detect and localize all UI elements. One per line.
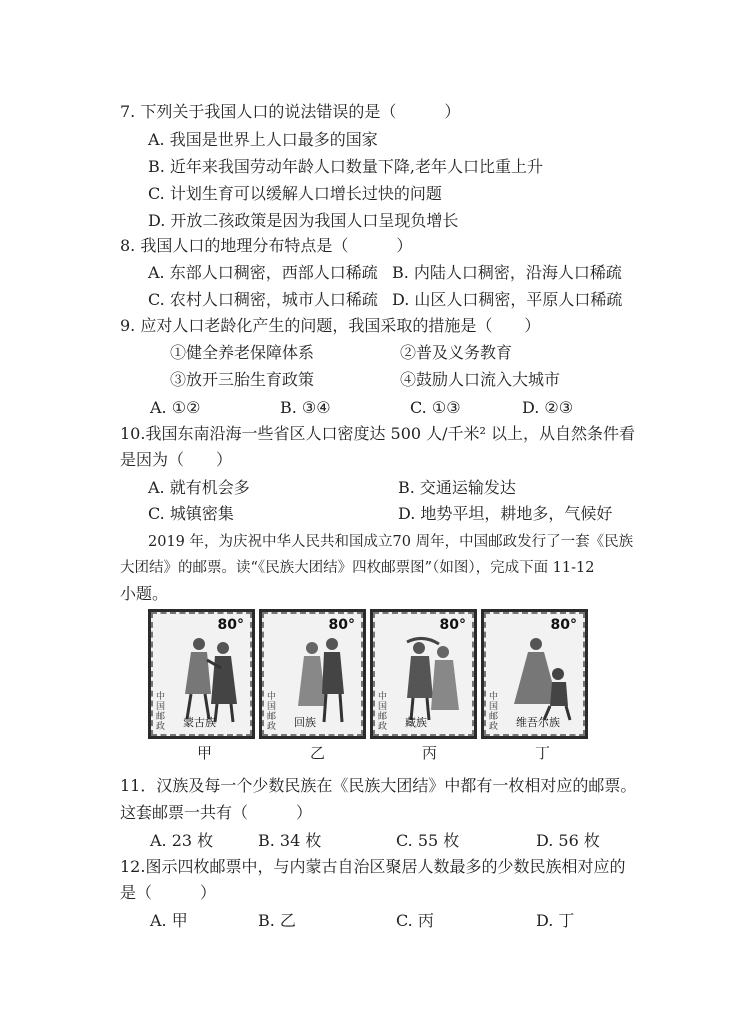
q9-option-b: B. ③④ xyxy=(280,398,331,417)
q8-stem: 8. 我国人口的地理分布特点是（ ） xyxy=(120,236,413,255)
stamp-ethnic-label: 维吾尔族 xyxy=(516,716,560,729)
stamp-caption-ding: 丁 xyxy=(535,744,551,762)
intro-line2: 大团结》的邮票。读“《民族大团结》四枚邮票图”（如图），完成下面 11-12 xyxy=(120,560,595,576)
q12-stem-line2: 是（ ） xyxy=(120,883,217,902)
stamp-denomination: 80° xyxy=(550,617,577,633)
q12-option-c: C. 丙 xyxy=(396,911,434,930)
q11-stem-line2: 这套邮票一共有（ ） xyxy=(120,803,313,822)
q10-option-a: A. 就有机会多 xyxy=(148,478,250,497)
q11-option-c: C. 55 枚 xyxy=(396,831,460,850)
q12-stem-line1: 12.图示四枚邮票中，与内蒙古自治区聚居人数最多的少数民族相对应的 xyxy=(120,857,626,876)
stamp-caption-jia: 甲 xyxy=(197,744,213,762)
stamp-mongol xyxy=(148,609,255,739)
stamp-denomination: 80° xyxy=(439,617,466,633)
q11-stem-line1: 11．汉族及每一个少数民族在《民族大团结》中都有一枚相对应的邮票。 xyxy=(120,776,637,795)
stamp-caption-bing: 丙 xyxy=(422,744,438,762)
q12-option-d: D. 丁 xyxy=(536,911,575,930)
stamp-ethnic-label: 蒙古族 xyxy=(183,716,216,729)
q12-option-a: A. 甲 xyxy=(150,911,188,930)
dancers-illustration-icon xyxy=(403,634,463,724)
intro-line1: 2019 年，为庆祝中华人民共和国成立70 周年，中国邮政发行了一套《民族 xyxy=(148,534,634,550)
dancers-illustration-icon xyxy=(181,634,241,724)
stamp-country: 中国邮政 xyxy=(156,692,166,732)
q9-stem: 9. 应对人口老龄化产生的问题，我国采取的措施是（ ） xyxy=(120,316,541,335)
q9-option-c: C. ①③ xyxy=(410,398,461,417)
stamp-country: 中国邮政 xyxy=(378,692,388,732)
q9-item-4: ④鼓励人口流入大城市 xyxy=(400,370,561,389)
stamp-denomination: 80° xyxy=(217,617,244,633)
q11-option-d: D. 56 枚 xyxy=(536,831,600,850)
q9-item-3: ③放开三胎生育政策 xyxy=(170,370,315,389)
q7-option-c: C. 计划生育可以缓解人口增长过快的问题 xyxy=(148,184,442,203)
stamp-ethnic-label: 藏族 xyxy=(405,716,427,729)
stamp-tibetan xyxy=(370,609,477,739)
dancers-illustration-icon xyxy=(292,634,352,724)
q8-option-d: D. 山区人口稠密，平原人口稀疏 xyxy=(392,290,623,309)
q10-option-d: D. 地势平坦，耕地多，气候好 xyxy=(398,504,613,523)
stamp-country: 中国邮政 xyxy=(267,692,277,732)
q8-option-c: C. 农村人口稠密，城市人口稀疏 xyxy=(148,290,378,309)
q11-option-b: B. 34 枚 xyxy=(258,831,322,850)
q7-stem: 7. 下列关于我国人口的说法错误的是（ ） xyxy=(120,102,461,121)
q12-option-b: B. 乙 xyxy=(258,911,296,930)
q11-option-a: A. 23 枚 xyxy=(150,831,214,850)
stamp-hui xyxy=(259,609,366,739)
q9-option-d: D. ②③ xyxy=(522,398,574,417)
stamp-set-figure xyxy=(148,609,612,739)
q10-stem-line1: 10.我国东南沿海一些省区人口密度达 500 人/千米² 以上，从自然条件看 xyxy=(120,424,636,443)
q7-option-a: A. 我国是世界上人口最多的国家 xyxy=(148,130,378,149)
intro-line3: 小题。 xyxy=(120,584,169,603)
dancers-illustration-icon xyxy=(514,634,574,724)
q9-item-2: ②普及义务教育 xyxy=(400,343,513,362)
q10-option-b: B. 交通运输发达 xyxy=(398,478,516,497)
q7-option-d: D. 开放二孩政策是因为我国人口呈现负增长 xyxy=(148,211,459,230)
stamp-caption-yi: 乙 xyxy=(310,744,326,762)
q10-stem-line2: 是因为（ ） xyxy=(120,450,233,469)
q9-item-1: ①健全养老保障体系 xyxy=(170,343,315,362)
q9-option-a: A. ①② xyxy=(150,398,201,417)
q10-option-c: C. 城镇密集 xyxy=(148,504,234,523)
q8-option-b: B. 内陆人口稠密，沿海人口稀疏 xyxy=(392,263,622,282)
q8-option-a: A. 东部人口稠密，西部人口稀疏 xyxy=(148,263,378,282)
q7-option-b: B. 近年来我国劳动年龄人口数量下降,老年人口比重上升 xyxy=(148,157,544,176)
stamp-country: 中国邮政 xyxy=(489,692,499,732)
stamp-ethnic-label: 回族 xyxy=(294,716,316,729)
stamp-denomination: 80° xyxy=(328,617,355,633)
stamp-uyghur xyxy=(481,609,588,739)
